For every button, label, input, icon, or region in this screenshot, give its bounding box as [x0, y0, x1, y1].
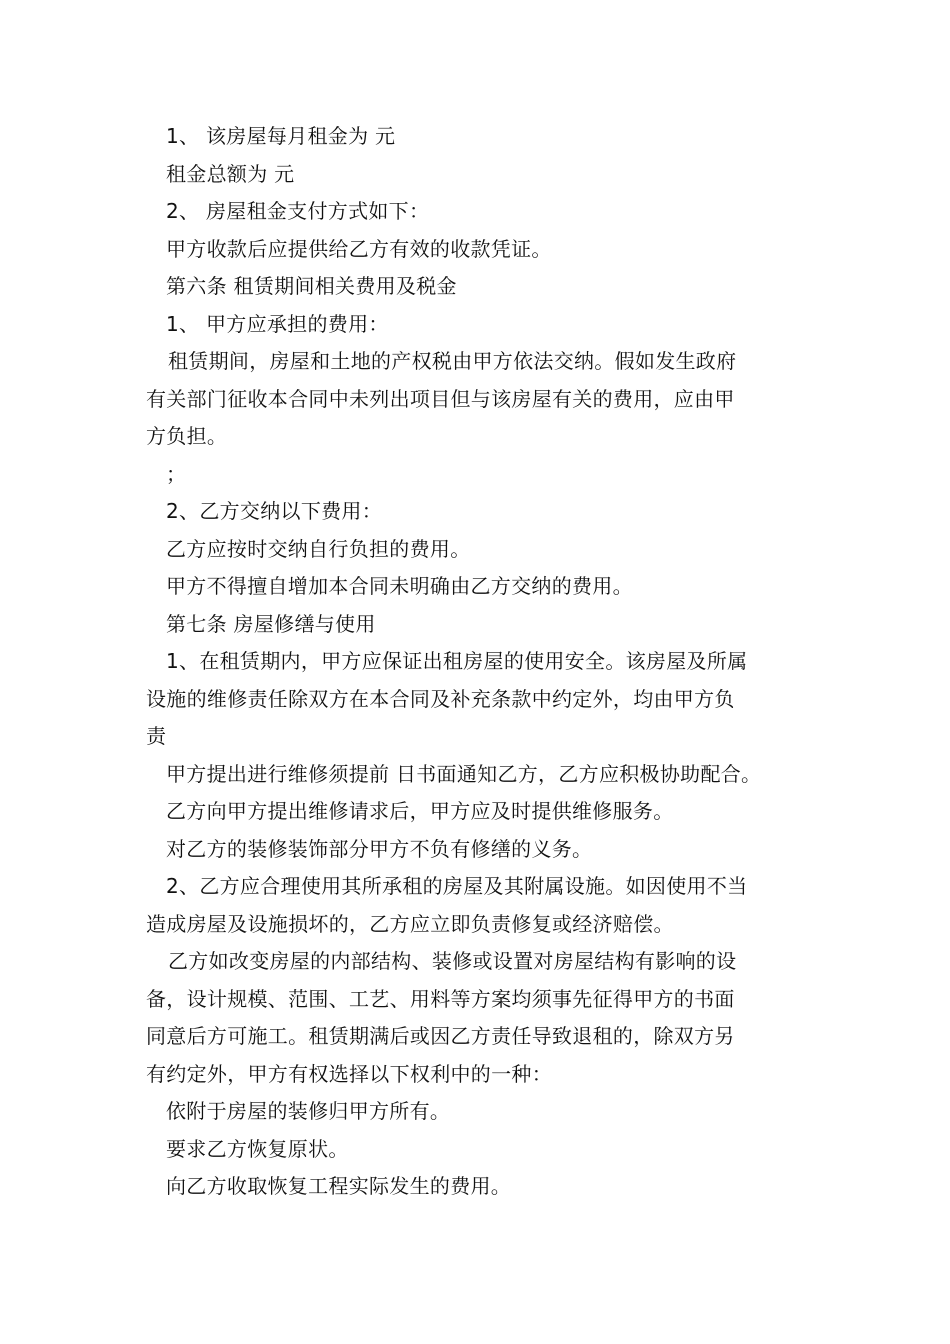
paragraph-line: 向乙方收取恢复工程实际发生的费用。	[166, 1174, 512, 1198]
paragraph-line: 同意后方可施工。租赁期满后或因乙方责任导致退租的，除双方另	[146, 1024, 735, 1048]
paragraph-line: 责	[146, 724, 167, 748]
paragraph-line: 甲方收款后应提供给乙方有效的收款凭证。	[166, 236, 552, 261]
paragraph-line: 1、 该房屋每月租金为 元	[166, 124, 396, 148]
paragraph-line: 1、在租赁期内，甲方应保证出租房屋的使用安全。该房屋及所属	[166, 649, 748, 673]
paragraph-line: 乙方如改变房屋的内部结构、装修或设置对房屋结构有影响的设	[168, 949, 737, 973]
document-body	[146, 118, 810, 1206]
paragraph-line: 2、 房屋租金支付方式如下：	[166, 199, 430, 223]
paragraph-line: 设施的维修责任除双方在本合同及补充条款中约定外，均由甲方负	[146, 686, 735, 711]
paragraph-line: 要求乙方恢复原状。	[166, 1136, 349, 1161]
paragraph-line: 1、 甲方应承担的费用：	[166, 311, 389, 336]
paragraph-line: 方负担。	[146, 424, 228, 448]
paragraph-line: 甲方不得擅自增加本合同未明确由乙方交纳的费用。	[166, 574, 633, 598]
paragraph-line: 2、乙方应合理使用其所承租的房屋及其附属设施。如因使用不当	[166, 874, 748, 898]
section-heading: 第六条 租赁期间相关费用及税金	[166, 274, 457, 298]
paragraph-line: ；	[166, 461, 187, 486]
paragraph-line: 对乙方的装修装饰部分甲方不负有修缮的义务。	[166, 836, 593, 861]
paragraph-line: 备，设计规模、范围、工艺、用料等方案均须事先征得甲方的书面	[146, 986, 735, 1011]
paragraph-line: 造成房屋及设施损坏的，乙方应立即负责修复或经济赔偿。	[146, 911, 674, 936]
paragraph-line: 有关部门征收本合同中未列出项目但与该房屋有关的费用，应由甲	[146, 386, 735, 411]
paragraph-line: 甲方提出进行维修须提前 日书面通知乙方，乙方应积极协助配合。	[166, 761, 762, 786]
section-heading: 第七条 房屋修缮与使用	[166, 611, 376, 636]
paragraph-line: 依附于房屋的装修归甲方所有。	[166, 1099, 451, 1123]
paragraph-line: 有约定外，甲方有权选择以下权利中的一种：	[146, 1061, 552, 1086]
paragraph-line: 2、乙方交纳以下费用：	[166, 499, 383, 523]
paragraph-line: 租金总额为 元	[166, 161, 295, 186]
paragraph-line: 乙方应按时交纳自行负担的费用。	[166, 536, 471, 561]
paragraph-line: 租赁期间，房屋和土地的产权税由甲方依法交纳。假如发生政府	[168, 349, 737, 373]
paragraph-line: 乙方向甲方提出维修请求后，甲方应及时提供维修服务。	[166, 799, 674, 823]
